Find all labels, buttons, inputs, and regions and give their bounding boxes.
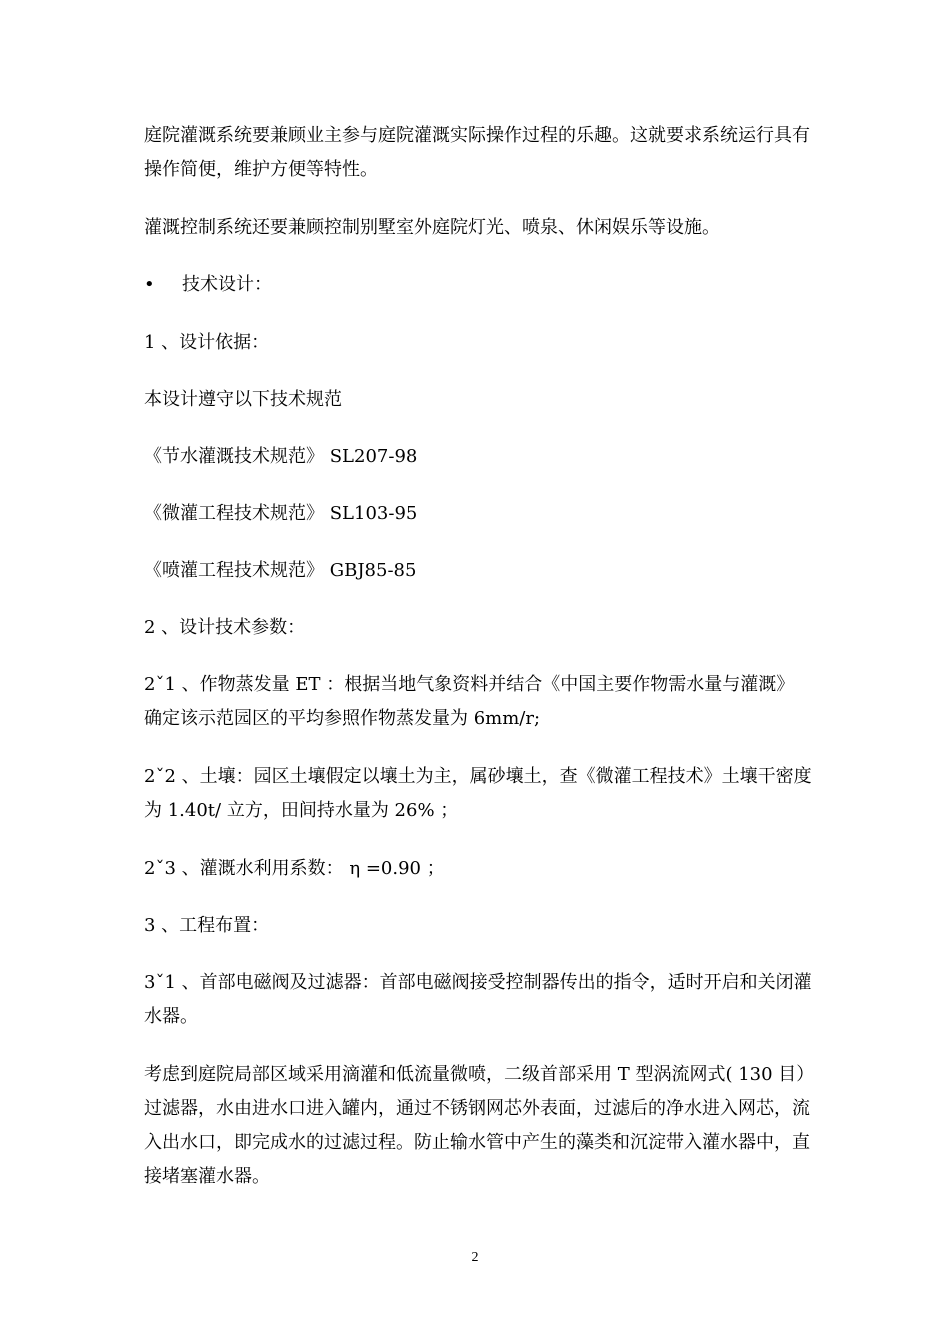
paragraph-standards-intro: 本设计遵守以下技术规范 (144, 389, 342, 410)
paragraph-control-system: 灌溉控制系统还要兼顾控制别墅室外庭院灯光、喷泉、休闲娱乐等设施。 (144, 217, 720, 238)
paragraph-filter-process: 考虑到庭院局部区域采用滴灌和低流量微喷，二级首部采用 T 型涡流网式( 130 目）过滤器，水由进水口进入罐内，通过不锈钢网芯外表面，过滤后的净水进入网芯，流入出水口，即完成水的过滤过程。防止输水管中产生的藻类和沉淀带入灌水器中，直接堵塞灌水器。 (144, 1064, 810, 1187)
heading-design-parameters: 2 、设计技术参数： (144, 617, 306, 638)
paragraph-courtyard-irrigation: 庭院灌溉系统要兼顾业主参与庭院灌溉实际操作过程的乐趣。这就要求系统运行具有操作简便，维护方便等特性。 (144, 125, 810, 180)
page-number: 2 (471, 1250, 479, 1265)
standard-micro-irrigation: 《微灌工程技术规范》 SL103-95 (144, 503, 418, 524)
bullet-text: 技术设计： (182, 274, 272, 295)
standard-water-saving: 《节水灌溉技术规范》 SL207-98 (144, 446, 418, 467)
heading-engineering-layout: 3 、工程布置： (144, 915, 270, 936)
heading-design-basis: 1 、设计依据： (144, 332, 270, 353)
paragraph-soil: 2ˇ2 、土壤：园区土壤假定以壤土为主，属砂壤土，查《微灌工程技术》土壤干密度为 1.40t/ 立方，田间持水量为 26% ； (144, 766, 812, 821)
bullet-dot-icon: • (144, 274, 155, 295)
bullet-technical-design (144, 268, 812, 302)
paragraph-evapotranspiration: 2ˇ1 、作物蒸发量 ET ：根据当地气象资料并结合《中国主要作物需水量与灌溉》确定该示范园区的平均参照作物蒸发量为 6mm/r; (144, 674, 795, 729)
paragraph-solenoid-filter: 3ˇ1 、首部电磁阀及过滤器：首部电磁阀接受控制器传出的指令，适时开启和关闭灌水器。 (144, 972, 812, 1027)
standard-sprinkler: 《喷灌工程技术规范》 GBJ85-85 (144, 560, 417, 581)
paragraph-water-use-coefficient: 2ˇ3 、灌溉水利用系数： η =0.90 ； (144, 858, 445, 879)
